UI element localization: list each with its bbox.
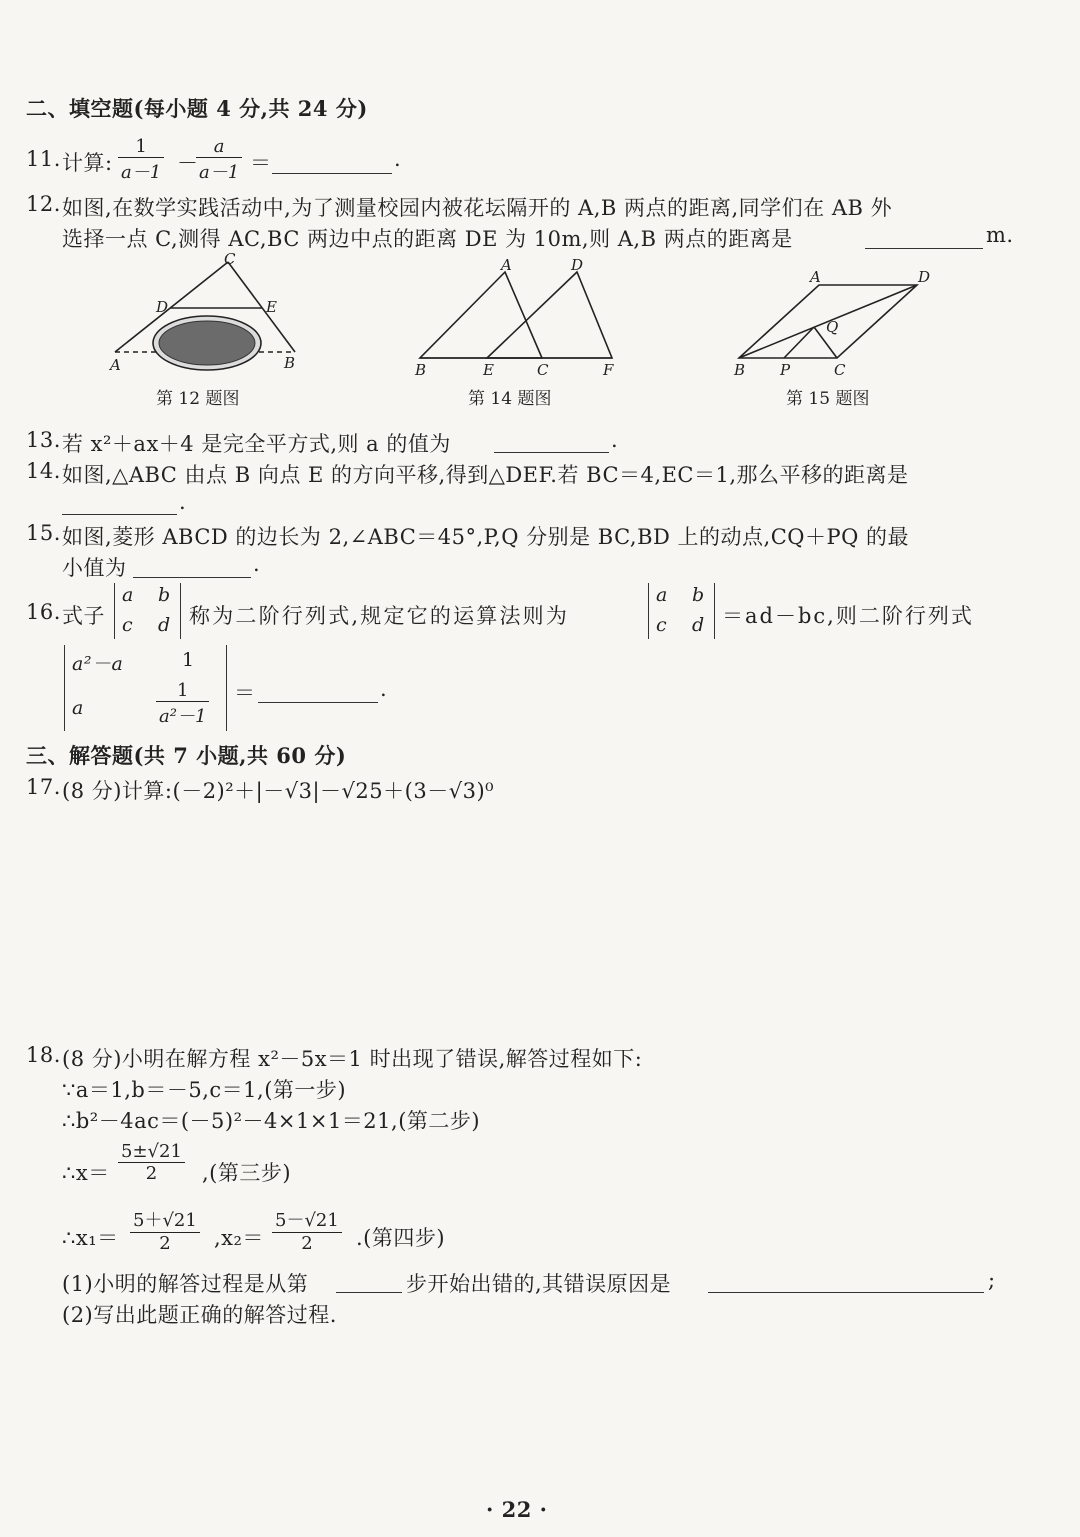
fig14-label-a: A bbox=[501, 256, 512, 274]
q11-fraction-1 bbox=[118, 136, 164, 184]
det1-a: a bbox=[122, 584, 134, 606]
q11-f2-den: a－1 bbox=[199, 162, 240, 183]
fig14-label-f: F bbox=[603, 361, 614, 377]
q14-answer-blank[interactable] bbox=[62, 514, 177, 515]
q16-post: ＝ad－bc,则二阶行列式 bbox=[722, 604, 974, 628]
q15-end: . bbox=[253, 552, 261, 576]
det3-left-bar bbox=[64, 645, 65, 731]
segment-pq bbox=[784, 327, 814, 358]
q14-line-1: 如图,△ABC 由点 B 向点 E 的方向平移,得到△DEF.若 BC＝4,EC＝1,那么平移的距离是 bbox=[62, 463, 909, 487]
det2-b: b bbox=[692, 584, 705, 606]
q18-step-4-den-1: 2 bbox=[159, 1233, 171, 1254]
q15-number: 15. bbox=[26, 521, 61, 545]
q18-sub-1-mid: 步开始出错的,其错误原因是 bbox=[406, 1272, 672, 1296]
q12-number: 12. bbox=[26, 192, 61, 216]
q18-step-4-post: .(第四步) bbox=[356, 1226, 446, 1250]
triangle-abc bbox=[420, 272, 542, 358]
det1-b: b bbox=[158, 584, 171, 606]
q18-step-4-num-1: 5＋√21 bbox=[130, 1206, 200, 1233]
q11-equals: ＝ bbox=[250, 151, 272, 175]
section-2-title: 二、填空题(每小题 4 分,共 24 分) bbox=[26, 96, 368, 121]
q15-line-2: 小值为 bbox=[62, 556, 127, 580]
det3-r2c2-num: 1 bbox=[156, 680, 209, 702]
q18-answer-area[interactable] bbox=[62, 1335, 1012, 1475]
q16-number: 16. bbox=[26, 600, 61, 624]
det3-r2c2-den: a²－1 bbox=[159, 706, 207, 727]
det2-d: d bbox=[692, 614, 705, 636]
det3-r1c1: a²－a bbox=[72, 653, 124, 675]
q15-answer-blank[interactable] bbox=[133, 577, 251, 578]
q15-line-1: 如图,菱形 ABCD 的边长为 2,∠ABC＝45°,P,Q 分别是 BC,BD 上的动点,CQ＋PQ 的最 bbox=[62, 525, 910, 549]
q16-equals: ＝ bbox=[234, 681, 256, 705]
q11-fraction-2 bbox=[196, 136, 242, 184]
fig14-label-e: E bbox=[483, 361, 494, 377]
det2-c: c bbox=[656, 614, 668, 636]
triangle-def bbox=[487, 272, 612, 358]
q17-answer-area[interactable] bbox=[62, 810, 1012, 1030]
q18-sub-1-end: ; bbox=[988, 1268, 996, 1292]
q18-step-3-post: ,(第三步) bbox=[202, 1161, 292, 1185]
fig12-caption: 第 12 题图 bbox=[156, 389, 240, 409]
q11-end: . bbox=[394, 147, 402, 171]
det1-c: c bbox=[122, 614, 134, 636]
q11-f1-den: a－1 bbox=[121, 162, 162, 183]
q13-text: 若 x²＋ax＋4 是完全平方式,则 a 的值为 bbox=[62, 432, 451, 456]
q18-step-blank[interactable] bbox=[336, 1292, 402, 1293]
det2-left-bar bbox=[648, 583, 649, 639]
det1-d: d bbox=[158, 614, 171, 636]
q18-step-2: ∴b²－4ac＝(－5)²－4×1×1＝21,(第二步) bbox=[62, 1109, 481, 1133]
fig12-label-a: A bbox=[110, 356, 121, 374]
figure-15 bbox=[722, 258, 947, 378]
q18-sub-1-pre: (1)小明的解答过程是从第 bbox=[62, 1272, 309, 1296]
q18-step-1: ∵a＝1,b＝－5,c＝1,(第一步) bbox=[62, 1078, 347, 1102]
q12-line-2: 选择一点 C,测得 AC,BC 两边中点的距离 DE 为 10m,则 A,B 两点的距离是 bbox=[62, 227, 793, 251]
figure-12 bbox=[100, 252, 315, 377]
q16-pre: 式子 bbox=[62, 604, 105, 628]
fig14-label-d: D bbox=[571, 256, 584, 274]
q12-line-1: 如图,在数学实践活动中,为了测量校园内被花坛隔开的 A,B 两点的距离,同学们在 AB 外 bbox=[62, 196, 893, 220]
q12-answer-blank[interactable] bbox=[865, 248, 983, 249]
det3-r1c2: 1 bbox=[182, 649, 195, 671]
fig12-label-d: D bbox=[156, 298, 169, 316]
det1-right-bar bbox=[180, 583, 181, 639]
fig14-label-b: B bbox=[415, 361, 427, 377]
section-3-title: 三、解答题(共 7 小题,共 60 分) bbox=[26, 743, 347, 768]
fig14-label-c: C bbox=[537, 361, 549, 377]
fig15-caption: 第 15 题图 bbox=[786, 389, 870, 409]
q14-number: 14. bbox=[26, 459, 61, 483]
q18-number: 18. bbox=[26, 1043, 61, 1067]
q18-step-4-mid: ,x₂＝ bbox=[214, 1226, 264, 1250]
q14-end: . bbox=[179, 490, 187, 514]
figure-14 bbox=[405, 252, 630, 377]
fig15-label-q: Q bbox=[826, 318, 839, 336]
fig15-label-b: B bbox=[734, 361, 746, 378]
q17-text: (8 分)计算:(－2)²＋|－√3|－√25＋(3－√3)⁰ bbox=[62, 779, 495, 803]
q11-number: 11. bbox=[26, 147, 61, 171]
q18-step-4-fraction-2 bbox=[272, 1206, 342, 1254]
q18-step-3-pre: ∴x＝ bbox=[62, 1161, 110, 1185]
q18-step-3-num: 5±√21 bbox=[118, 1141, 185, 1163]
q13-answer-blank[interactable] bbox=[494, 452, 609, 453]
det3-r2c1: a bbox=[72, 697, 84, 719]
q11-f1-num: 1 bbox=[118, 136, 164, 158]
det2-a: a bbox=[656, 584, 668, 606]
fig15-label-p: P bbox=[780, 361, 791, 378]
q18-step-4-pre: ∴x₁＝ bbox=[62, 1226, 119, 1250]
det3-r2c2-fraction bbox=[156, 680, 209, 728]
q18-step-3-den: 2 bbox=[145, 1163, 158, 1184]
q18-sub-2: (2)写出此题正确的解答过程. bbox=[62, 1303, 337, 1327]
fig12-label-b: B bbox=[284, 354, 296, 372]
fig14-caption: 第 14 题图 bbox=[468, 389, 552, 409]
q18-step-3-fraction bbox=[118, 1141, 185, 1184]
q18-reason-blank[interactable] bbox=[708, 1292, 984, 1293]
q16-mid: 称为二阶行列式,规定它的运算法则为 bbox=[189, 604, 570, 628]
fig15-label-c: C bbox=[834, 361, 846, 378]
q17-number: 17. bbox=[26, 775, 61, 799]
q18-step-4-num-2: 5－√21 bbox=[272, 1206, 342, 1233]
flower-bed-inner bbox=[159, 321, 255, 365]
fig12-label-c: C bbox=[224, 252, 236, 268]
det3-right-bar bbox=[226, 645, 227, 731]
q11-answer-blank[interactable] bbox=[272, 173, 392, 174]
fig15-label-a: A bbox=[810, 268, 821, 286]
det2-right-bar bbox=[714, 583, 715, 639]
q18-intro: (8 分)小明在解方程 x²－5x＝1 时出现了错误,解答过程如下: bbox=[62, 1047, 643, 1071]
q12-unit: m. bbox=[986, 223, 1014, 247]
q13-number: 13. bbox=[26, 428, 61, 452]
q11-prefix: 计算: bbox=[62, 151, 113, 175]
q13-end: . bbox=[611, 428, 619, 452]
fig15-label-d: D bbox=[918, 268, 931, 286]
q16-answer-blank[interactable] bbox=[258, 702, 378, 703]
q11-f2-num: a bbox=[196, 136, 242, 158]
q16-end: . bbox=[380, 677, 388, 701]
page-number: · 22 · bbox=[486, 1497, 548, 1522]
fig12-label-e: E bbox=[266, 298, 277, 316]
q18-step-4-fraction-1 bbox=[130, 1206, 200, 1254]
q18-step-4-den-2: 2 bbox=[301, 1233, 313, 1254]
q11-minus: － bbox=[177, 151, 199, 175]
det1-left-bar bbox=[114, 583, 115, 639]
